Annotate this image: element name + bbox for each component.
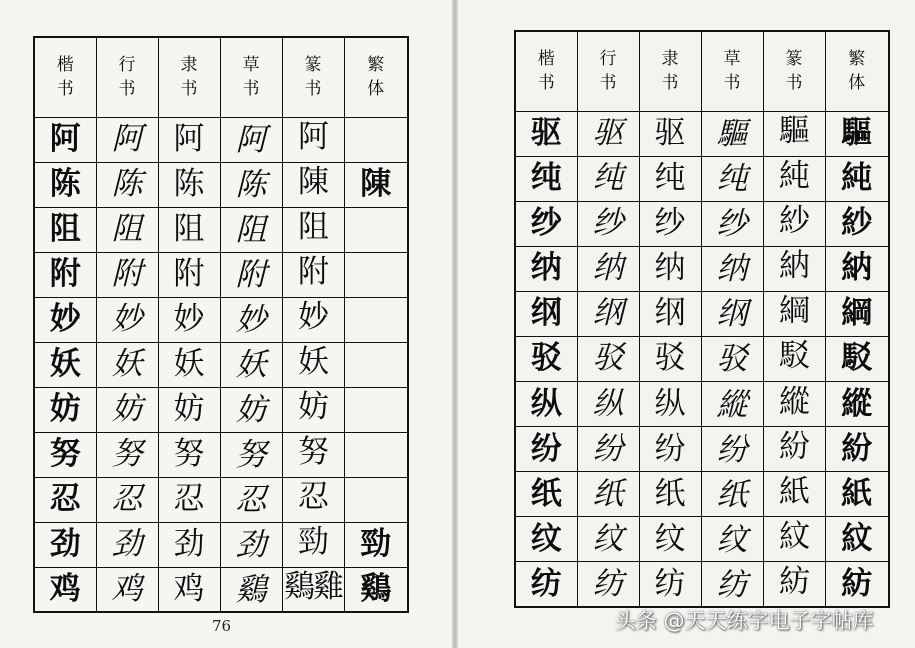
glyph-cell-kaishu: 纺 [515, 562, 577, 607]
table-row [515, 562, 889, 607]
glyph-cell-zhuanshu: 紡 [763, 562, 825, 607]
glyph-cell-lishu: 妙 [158, 297, 220, 342]
header-fanti [825, 31, 889, 111]
header-zhuanshu [282, 37, 344, 117]
glyph-cell-xingshu: 纸 [577, 472, 639, 517]
glyph-cell-kaishu: 妙 [34, 297, 96, 342]
glyph-cell-caoshu: 鷄 [220, 567, 282, 612]
glyph-cell-caoshu: 纯 [701, 156, 763, 201]
header-char: 篆 [785, 49, 803, 70]
header-char: 书 [56, 79, 74, 100]
glyph-cell-xingshu: 纺 [577, 562, 639, 607]
glyph-cell-lishu: 纯 [639, 156, 701, 201]
glyph-cell-kaishu: 努 [34, 432, 96, 477]
header-char: 篆 [304, 55, 322, 76]
glyph-cell-kaishu: 劲 [34, 522, 96, 567]
glyph-cell-lishu: 纷 [639, 427, 701, 472]
glyph-cell-caoshu: 纹 [701, 517, 763, 562]
table-row [34, 567, 408, 612]
glyph-cell-kaishu: 纱 [515, 201, 577, 246]
glyph-cell-lishu: 忍 [158, 477, 220, 522]
glyph-cell-zhuanshu: 駁 [763, 336, 825, 381]
glyph-cell-xingshu: 纯 [577, 156, 639, 201]
glyph-cell-zhuanshu: 驅 [763, 111, 825, 156]
header-char: 体 [848, 73, 866, 94]
glyph-cell-xingshu: 努 [96, 432, 158, 477]
glyph-cell-fanti [344, 207, 408, 252]
glyph-cell-fanti: 陳 [344, 162, 408, 207]
glyph-cell-xingshu: 劲 [96, 522, 158, 567]
glyph-cell-lishu: 纺 [639, 562, 701, 607]
right-calligraphy-table [514, 30, 890, 608]
glyph-cell-fanti: 駁 [825, 336, 889, 381]
glyph-cell-xingshu: 纷 [577, 427, 639, 472]
glyph-cell-fanti: 納 [825, 246, 889, 291]
glyph-cell-xingshu: 纵 [577, 381, 639, 426]
glyph-cell-xingshu: 纳 [577, 246, 639, 291]
glyph-cell-fanti [344, 117, 408, 162]
glyph-cell-kaishu: 纵 [515, 381, 577, 426]
header-caoshu [220, 37, 282, 117]
table-row [515, 381, 889, 426]
glyph-cell-xingshu: 纹 [577, 517, 639, 562]
glyph-cell-lishu: 纹 [639, 517, 701, 562]
glyph-cell-caoshu: 努 [220, 432, 282, 477]
glyph-cell-zhuanshu: 縱 [763, 381, 825, 426]
glyph-cell-zhuanshu: 鷄雞 [282, 567, 344, 612]
header-char: 行 [599, 49, 617, 70]
glyph-cell-xingshu: 阻 [96, 207, 158, 252]
header-xingshu [577, 31, 639, 111]
glyph-cell-lishu: 陈 [158, 162, 220, 207]
header-kaishu [34, 37, 96, 117]
glyph-cell-lishu: 纲 [639, 291, 701, 336]
glyph-cell-caoshu: 驅 [701, 111, 763, 156]
glyph-cell-fanti: 紛 [825, 427, 889, 472]
glyph-cell-caoshu: 驳 [701, 336, 763, 381]
glyph-cell-fanti [344, 342, 408, 387]
glyph-cell-zhuanshu: 紋 [763, 517, 825, 562]
glyph-cell-caoshu: 纸 [701, 472, 763, 517]
left-calligraphy-table [33, 36, 409, 613]
header-char: 草 [242, 55, 260, 76]
glyph-cell-lishu: 鸡 [158, 567, 220, 612]
glyph-cell-kaishu: 妨 [34, 387, 96, 432]
glyph-cell-kaishu: 纲 [515, 291, 577, 336]
glyph-cell-caoshu: 縱 [701, 381, 763, 426]
table-row [34, 297, 408, 342]
glyph-cell-zhuanshu: 紗 [763, 201, 825, 246]
glyph-cell-caoshu: 纺 [701, 562, 763, 607]
header-char: 繁 [848, 49, 866, 70]
header-char: 行 [118, 55, 136, 76]
glyph-cell-zhuanshu: 紛 [763, 427, 825, 472]
glyph-cell-caoshu: 陈 [220, 162, 282, 207]
glyph-cell-fanti: 純 [825, 156, 889, 201]
table-row [515, 517, 889, 562]
glyph-cell-xingshu: 陈 [96, 162, 158, 207]
glyph-cell-xingshu: 忍 [96, 477, 158, 522]
glyph-cell-caoshu: 附 [220, 252, 282, 297]
header-char: 楷 [56, 55, 74, 76]
glyph-cell-zhuanshu: 妖 [282, 342, 344, 387]
glyph-cell-xingshu: 妖 [96, 342, 158, 387]
header-char: 书 [180, 79, 198, 100]
glyph-cell-zhuanshu: 妨 [282, 387, 344, 432]
glyph-cell-fanti: 勁 [344, 522, 408, 567]
glyph-cell-kaishu: 阿 [34, 117, 96, 162]
glyph-cell-zhuanshu: 綱 [763, 291, 825, 336]
glyph-cell-kaishu: 纸 [515, 472, 577, 517]
header-char: 书 [242, 79, 260, 100]
table-row [34, 252, 408, 297]
table-row [34, 387, 408, 432]
header-char: 书 [537, 73, 555, 94]
header-char: 书 [304, 79, 322, 100]
glyph-cell-xingshu: 驱 [577, 111, 639, 156]
glyph-cell-fanti: 紡 [825, 562, 889, 607]
table-row [34, 162, 408, 207]
glyph-cell-kaishu: 纷 [515, 427, 577, 472]
glyph-cell-xingshu: 纱 [577, 201, 639, 246]
glyph-cell-xingshu: 妨 [96, 387, 158, 432]
header-char: 书 [118, 79, 136, 100]
glyph-cell-zhuanshu: 紙 [763, 472, 825, 517]
header-char: 体 [367, 79, 385, 100]
glyph-cell-fanti: 紋 [825, 517, 889, 562]
glyph-cell-lishu: 驳 [639, 336, 701, 381]
header-xingshu [96, 37, 158, 117]
glyph-cell-caoshu: 阻 [220, 207, 282, 252]
glyph-cell-kaishu: 妖 [34, 342, 96, 387]
glyph-cell-zhuanshu: 妙 [282, 297, 344, 342]
glyph-cell-caoshu: 纷 [701, 427, 763, 472]
glyph-cell-kaishu: 鸡 [34, 567, 96, 612]
glyph-cell-zhuanshu: 純 [763, 156, 825, 201]
header-lishu [158, 37, 220, 117]
glyph-cell-caoshu: 妙 [220, 297, 282, 342]
glyph-cell-kaishu: 纯 [515, 156, 577, 201]
glyph-cell-kaishu: 驱 [515, 111, 577, 156]
glyph-cell-xingshu: 妙 [96, 297, 158, 342]
glyph-cell-kaishu: 纹 [515, 517, 577, 562]
header-zhuanshu [763, 31, 825, 111]
glyph-cell-zhuanshu: 忍 [282, 477, 344, 522]
header-kaishu [515, 31, 577, 111]
glyph-cell-caoshu: 妨 [220, 387, 282, 432]
table-row [515, 201, 889, 246]
glyph-cell-fanti: 驅 [825, 111, 889, 156]
glyph-cell-lishu: 阻 [158, 207, 220, 252]
glyph-cell-xingshu: 鸡 [96, 567, 158, 612]
table-row [515, 156, 889, 201]
table-row [34, 477, 408, 522]
glyph-cell-caoshu: 纱 [701, 201, 763, 246]
glyph-cell-fanti: 紙 [825, 472, 889, 517]
glyph-cell-fanti: 紗 [825, 201, 889, 246]
header-char: 书 [661, 73, 679, 94]
glyph-cell-zhuanshu: 陳 [282, 162, 344, 207]
glyph-cell-xingshu: 驳 [577, 336, 639, 381]
header-char: 书 [785, 73, 803, 94]
glyph-cell-fanti [344, 477, 408, 522]
table-row [515, 472, 889, 517]
glyph-cell-xingshu: 附 [96, 252, 158, 297]
table-row [34, 117, 408, 162]
glyph-cell-zhuanshu: 阿 [282, 117, 344, 162]
header-caoshu [701, 31, 763, 111]
glyph-cell-kaishu: 忍 [34, 477, 96, 522]
glyph-cell-zhuanshu: 阻 [282, 207, 344, 252]
header-char: 繁 [367, 55, 385, 76]
table-row [515, 291, 889, 336]
header-char: 楷 [537, 49, 555, 70]
table-row [515, 111, 889, 156]
header-char: 草 [723, 49, 741, 70]
glyph-cell-lishu: 妖 [158, 342, 220, 387]
glyph-cell-fanti: 縱 [825, 381, 889, 426]
glyph-cell-kaishu: 驳 [515, 336, 577, 381]
glyph-cell-zhuanshu: 納 [763, 246, 825, 291]
glyph-cell-caoshu: 劲 [220, 522, 282, 567]
glyph-cell-fanti [344, 252, 408, 297]
glyph-cell-lishu: 努 [158, 432, 220, 477]
glyph-cell-fanti [344, 432, 408, 477]
table-row [34, 522, 408, 567]
header-char: 书 [723, 73, 741, 94]
table-row [515, 336, 889, 381]
glyph-cell-kaishu: 纳 [515, 246, 577, 291]
header-char: 隶 [180, 55, 198, 76]
table-row [34, 207, 408, 252]
glyph-cell-kaishu: 阻 [34, 207, 96, 252]
header-fanti [344, 37, 408, 117]
header-char: 书 [599, 73, 617, 94]
page-number: 76 [212, 617, 232, 635]
glyph-cell-caoshu: 妖 [220, 342, 282, 387]
glyph-cell-lishu: 附 [158, 252, 220, 297]
glyph-cell-fanti [344, 297, 408, 342]
glyph-cell-zhuanshu: 附 [282, 252, 344, 297]
glyph-cell-zhuanshu: 勁 [282, 522, 344, 567]
header-char: 隶 [661, 49, 679, 70]
header-lishu [639, 31, 701, 111]
glyph-cell-xingshu: 阿 [96, 117, 158, 162]
glyph-cell-caoshu: 阿 [220, 117, 282, 162]
table-row [515, 427, 889, 472]
glyph-cell-caoshu: 纲 [701, 291, 763, 336]
watermark-text: 头条 @天天练字电子字帖库 [615, 609, 874, 633]
glyph-cell-kaishu: 附 [34, 252, 96, 297]
glyph-cell-lishu: 纱 [639, 201, 701, 246]
table-row [34, 342, 408, 387]
glyph-cell-lishu: 纳 [639, 246, 701, 291]
glyph-cell-lishu: 阿 [158, 117, 220, 162]
glyph-cell-fanti: 鷄 [344, 567, 408, 612]
glyph-cell-lishu: 纸 [639, 472, 701, 517]
glyph-cell-lishu: 妨 [158, 387, 220, 432]
glyph-cell-zhuanshu: 努 [282, 432, 344, 477]
glyph-cell-fanti [344, 387, 408, 432]
table-row [34, 432, 408, 477]
glyph-cell-caoshu: 忍 [220, 477, 282, 522]
table-row [515, 246, 889, 291]
glyph-cell-lishu: 驱 [639, 111, 701, 156]
glyph-cell-lishu: 纵 [639, 381, 701, 426]
glyph-cell-lishu: 劲 [158, 522, 220, 567]
glyph-cell-xingshu: 纲 [577, 291, 639, 336]
glyph-cell-kaishu: 陈 [34, 162, 96, 207]
glyph-cell-caoshu: 纳 [701, 246, 763, 291]
glyph-cell-fanti: 綱 [825, 291, 889, 336]
